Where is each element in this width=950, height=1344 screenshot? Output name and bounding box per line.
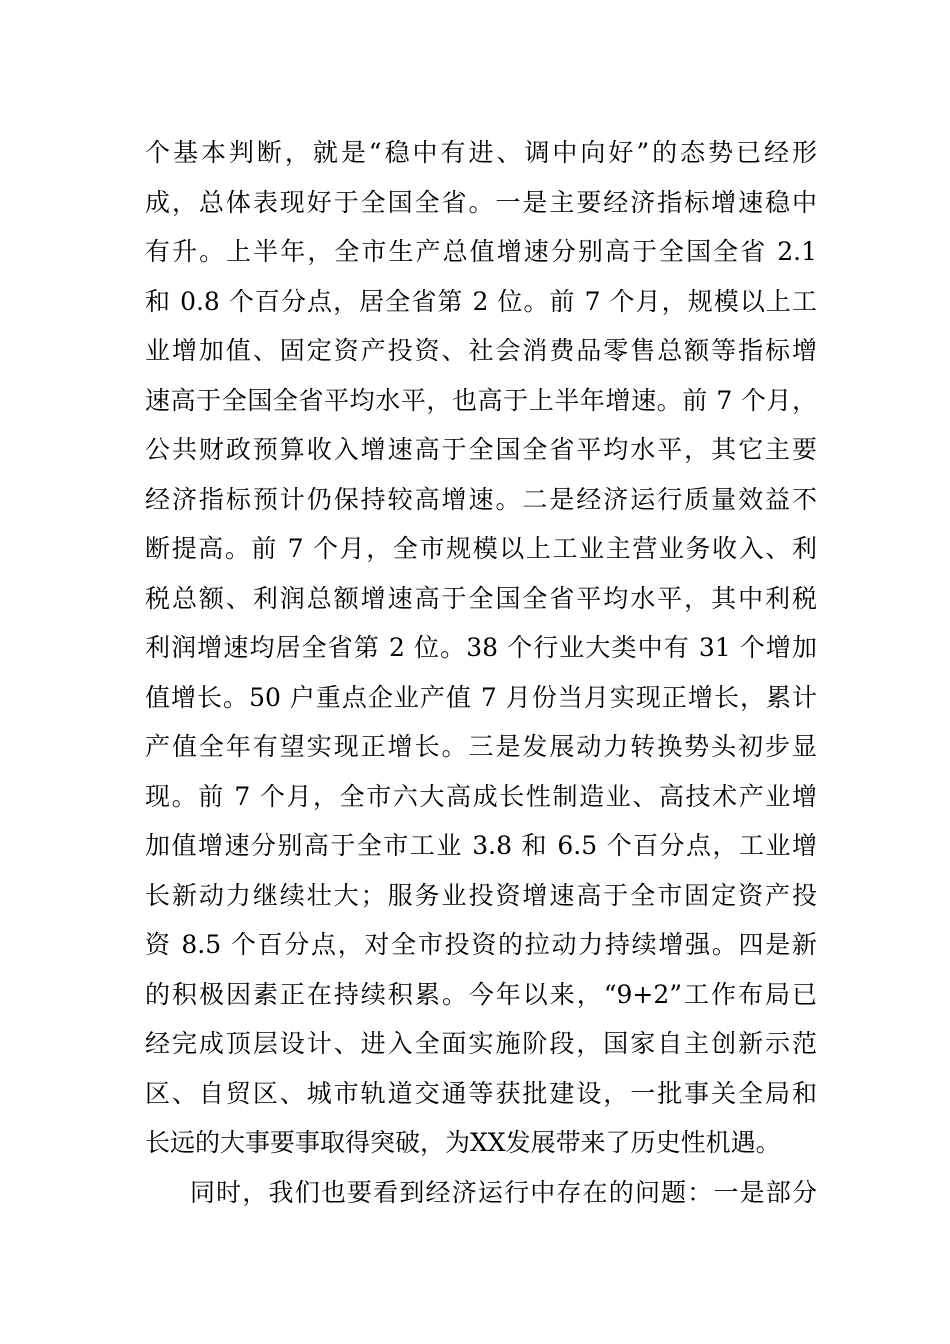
text-line: 业增加值、固定资产投资、社会消费品零售总额等指标增 — [145, 336, 817, 365]
text-line: 有升。上半年，全市生产总值增速分别高于全国全省 2.1 — [145, 237, 817, 266]
text-line: 资 8.5 个百分点，对全市投资的拉动力持续增强。四是新 — [145, 930, 817, 959]
text-line: 产值全年有望实现正增长。三是发展动力转换势头初步显 — [145, 732, 817, 761]
text-line: 速高于全国全省平均水平，也高于上半年增速。前 7 个月， — [145, 385, 817, 415]
text-line: 区、自贸区、城市轨道交通等获批建设，一批事关全局和 — [145, 1078, 817, 1108]
text-line: 个基本判断，就是“稳中有进、调中向好”的态势已经形 — [145, 138, 817, 167]
text-line: 利润增速均居全省第 2 位。38 个行业大类中有 31 个增加 — [145, 633, 817, 662]
text-line: 经完成顶层设计、进入全面实施阶段，国家自主创新示范 — [145, 1029, 817, 1058]
next-paragraph-line: 同时，我们也要看到经济运行中存在的问题：一是部分 — [190, 1177, 817, 1207]
text-line: 经济指标预计仍保持较高增速。二是经济运行质量效益不 — [145, 484, 817, 514]
text-line: 成，总体表现好于全国全省。一是主要经济指标增速稳中 — [145, 187, 817, 217]
text-line: 公共财政预算收入增速高于全国全省平均水平，其它主要 — [145, 435, 817, 464]
text-line: 现。前 7 个月，全市六大高成长性制造业、高技术产业增 — [145, 781, 817, 811]
text-line: 和 0.8 个百分点，居全省第 2 位。前 7 个月，规模以上工 — [145, 286, 817, 316]
paragraph-last-line: 长远的大事要事取得突破，为XX发展带来了历史性机遇。 — [145, 1128, 781, 1157]
text-line: 值增长。50 户重点企业产值 7 月份当月实现正增长，累计 — [145, 682, 817, 712]
text-line: 的积极因素正在持续积累。今年以来，“9+2”工作布局已 — [145, 979, 817, 1009]
text-line: 长新动力继续壮大；服务业投资增速高于全市固定资产投 — [145, 880, 817, 910]
text-line: 加值增速分别高于全市工业 3.8 和 6.5 个百分点，工业增 — [145, 831, 817, 860]
text-line: 断提高。前 7 个月，全市规模以上工业主营业务收入、利 — [145, 534, 817, 563]
body-text — [145, 128, 817, 1217]
text-line: 税总额、利润总额增速高于全国全省平均水平，其中利税 — [145, 583, 817, 613]
